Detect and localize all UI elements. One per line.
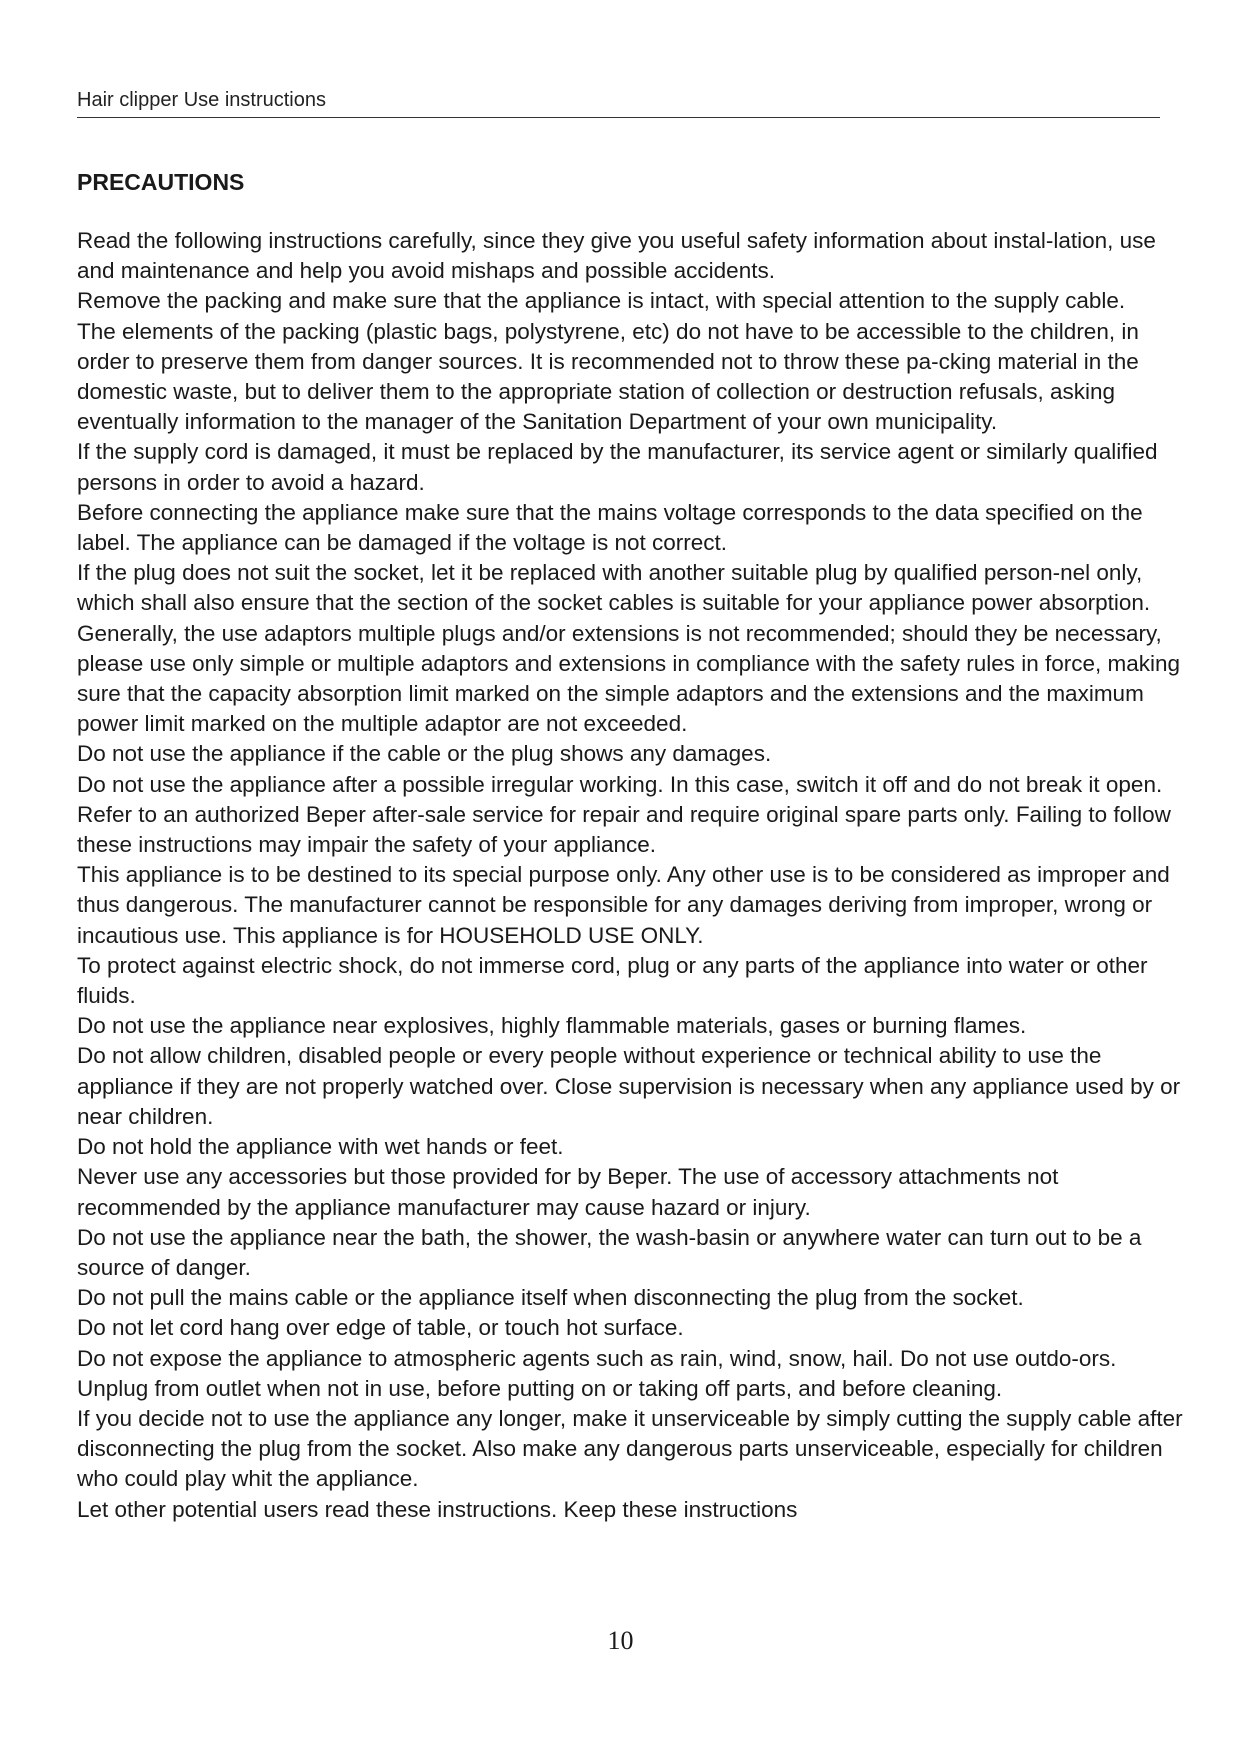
paragraph: Do not hold the appliance with wet hands or feet. [77, 1134, 564, 1160]
paragraph: The elements of the packing (plastic bags, polystyrene, etc) do not have to be accessible to the children, in order to preserve them from danger sources. It is recommended not to throw these pa-cking material in the domestic waste, but to deliver them to the appropriate station of collection or destruction refusals, asking eventually information to the manager of the Sanitation Department of your own municipality. [77, 318, 1139, 435]
paragraph: If the plug does not suit the socket, let it be replaced with another suitable plug by qualified person-nel only, which shall also ensure that the section of the socket cables is suitable for your appliance power absorption. [77, 560, 1151, 616]
paragraph: This appliance is to be destined to its special purpose only. Any other use is to be considered as improper and thus dangerous. The manufacturer cannot be responsible for any damages deriving from improper, wrong or incautious use. This appliance is for HOUSEHOLD USE ONLY. [77, 862, 1170, 948]
paragraph: If you decide not to use the appliance any longer, make it unserviceable by simply cutting the supply cable after disconnecting the plug from the socket. Also make any dangerous parts unserviceable, especially for children who could play whit the appliance. [77, 1405, 1183, 1492]
paragraph: Do not use the appliance near explosives, highly flammable materials, gases or burning flames. [77, 1013, 1027, 1039]
paragraph: Do not allow children, disabled people or every people without experience or technical ability to use the appliance if they are not properly watched over. Close supervision is necessary when any appliance used by or near children. [77, 1043, 1181, 1129]
paragraph: Do not use the appliance near the bath, the shower, the wash-basin or anywhere water can turn out to be a source of danger. [77, 1224, 1142, 1280]
paragraph: Let other potential users read these instructions. Keep these instructions [77, 1496, 798, 1522]
paragraph: Do not use the appliance if the cable or the plug shows any damages. [77, 741, 772, 767]
precautions-body [77, 226, 1189, 1525]
paragraph: If the supply cord is damaged, it must be replaced by the manufacturer, its service agent or similarly qualified persons in order to avoid a hazard. [77, 439, 1158, 495]
paragraph: To protect against electric shock, do not immerse cord, plug or any parts of the appliance into water or other fluids. [77, 952, 1148, 1009]
running-header: Hair clipper Use instructions [77, 89, 326, 111]
paragraph: Do not use the appliance after a possible irregular working. In this case, switch it off and do not break it open. Refer to an authorized Beper after-sale service for repair and require original spare parts only. Failing to follow these instructions may impair the safety of your appliance. [77, 771, 1171, 858]
paragraph: Never use any accessories but those provided for by Beper. The use of accessory attachments not recommended by the appliance manufacturer may cause hazard or injury. [77, 1164, 1059, 1220]
header-divider [77, 117, 1160, 118]
page-number: 10 [607, 1626, 634, 1655]
paragraph: Do not expose the appliance to atmospheric agents such as rain, wind, snow, hail. Do not use outdo-ors. Unplug from outlet when not in use, before putting on or taking off parts, and before cleaning. [77, 1345, 1117, 1401]
paragraph: Remove the packing and make sure that the appliance is intact, with special attention to the supply cable. [77, 288, 1126, 314]
paragraph: Generally, the use adaptors multiple plugs and/or extensions is not recommended; should they be necessary, please use only simple or multiple adaptors and extensions in compliance with the safety rules in force, making sure that the capacity absorption limit marked on the simple adaptors and the extensions and the maximum power limit marked on the multiple adaptor are not exceeded. [77, 620, 1181, 737]
paragraph: Do not pull the mains cable or the appliance itself when disconnecting the plug from the socket. [77, 1285, 1024, 1311]
paragraph: Read the following instructions carefully, since they give you useful safety information about instal-lation, use and maintenance and help you avoid mishaps and possible accidents. [77, 228, 1156, 284]
paragraph: Before connecting the appliance make sure that the mains voltage corresponds to the data specified on the label. The appliance can be damaged if the voltage is not correct. [77, 499, 1143, 556]
section-title: PRECAUTIONS [77, 169, 245, 195]
paragraph: Do not let cord hang over edge of table, or touch hot surface. [77, 1315, 684, 1341]
